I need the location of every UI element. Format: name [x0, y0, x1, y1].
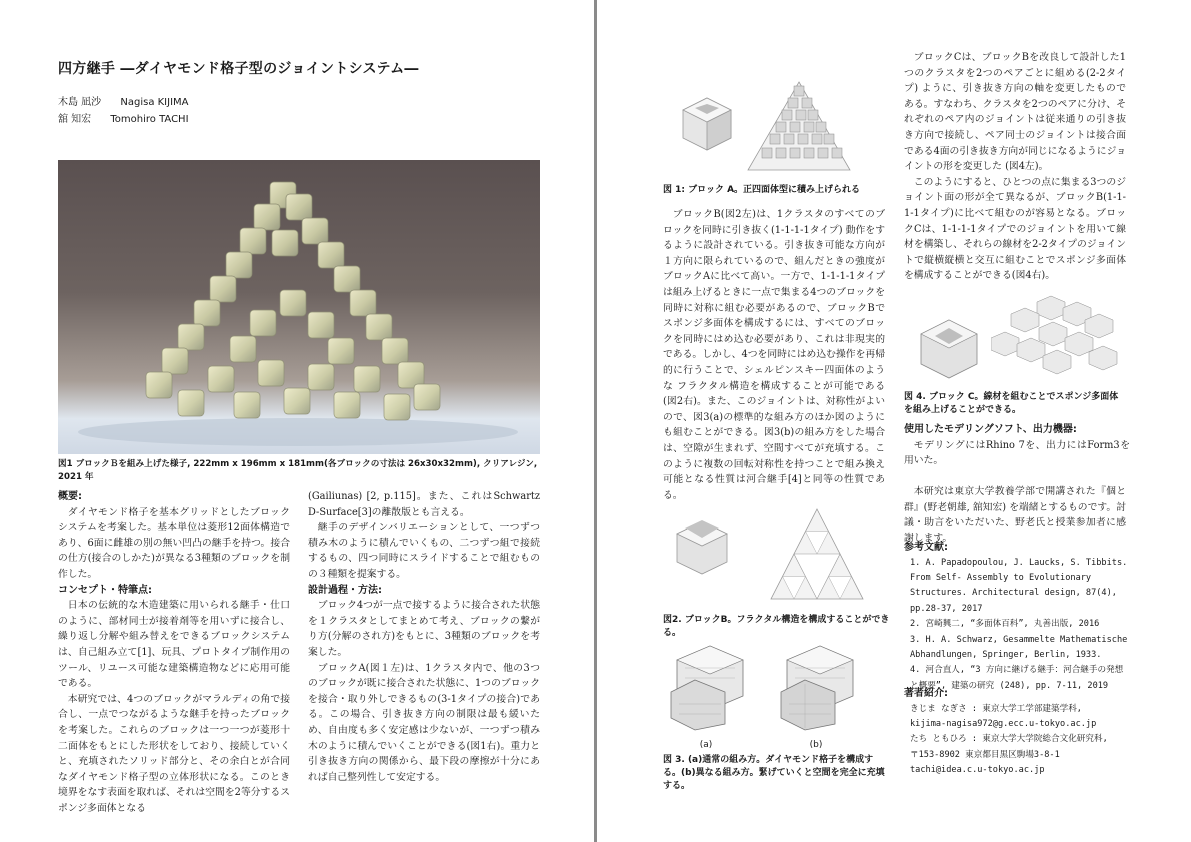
figure-3b-render [775, 640, 865, 732]
variation-paragraph: 継手のデザインバリエーションとして、一つずつ積み木のように積んでいくもの、二つずつ組で接続するもの、四つ同時にスライドすることで組むものの３種類を提案する。 [308, 522, 540, 580]
sponge-polyhedron-icon [991, 292, 1123, 384]
figure-1-photo [58, 160, 540, 454]
block-a-icon [677, 94, 737, 154]
figure-3b-label: (b) [809, 740, 823, 750]
block-a-single-render [677, 94, 737, 154]
figure-3a-label: (a) [699, 740, 713, 750]
figure-1-caption: 図1 ブロックＢを組み上げた様子, 222mm x 196mm x 181mm(各ブロックの寸法は 26x30x32mm), クリアレジン, 2021 年 [58, 459, 538, 482]
diamond-lattice-assembly-icon [665, 640, 755, 732]
author-2 [58, 110, 189, 125]
reference-item: 4. 河合直人, “3 方向に継げる継手：河合継手の発想と概要”, 建築の研究 (248), pp. 7-11, 2019 [910, 665, 1124, 691]
reference-item: 2. 宮崎興二, “多面体百科”, 丸善出版, 2016 [910, 619, 1100, 630]
heading-concept: コンセプト・特筆点: [58, 584, 152, 596]
right-column-2-body [904, 50, 1126, 284]
left-page [0, 0, 594, 842]
author-introduction-list [904, 702, 1130, 779]
sierpinski-tetrahedron-icon [767, 505, 867, 605]
block-b-single-render [673, 518, 731, 578]
acknowledgement-text: 本研究は東京大学教養学部で開講された『個と群』(野老朝雄, 舘知宏) を端緒とするものです。討議・助言をいただいた、野老氏と授業参加者に感謝します。 [904, 486, 1126, 544]
author-1 [58, 93, 189, 108]
block-c-single-render [917, 316, 981, 382]
acknowledgement-section [904, 484, 1126, 546]
software-text: モデリングにはRhino 7を、出力にはForm3を用いた。 [904, 439, 1130, 467]
tetrahedron-stack-icon [744, 78, 854, 176]
block-c-sponge-render [991, 292, 1123, 384]
concept-continuation: (Gailiunas) [2, p.115]。また、これはSchwartz D-Surface[3]の離散版とも言える。 [308, 491, 540, 518]
block-b-paragraph: ブロックB(図2左)は、1クラスタのすべてのブロックを同時に引き抜く(1-1-1-1タイプ) 動作をするように設計されている。引き抜き可能な方向が１方向に限られているので、組んだときの強度がブロックAに比べて高い。一方で、1-1-1-1タイプは組み上げるときに一点で集まる4つのブロックを同時に対称に組む必要があるので、ブロックBでスポンジ多面体を構成するには、すべてのブロックを同時にはめ込む必要があり、これは非現実的である。しかし、4つを同時にはめ込む操作を再帰的に行うことで、シェルピンスキー四面体のような フラクタル構造を構成することが可能である(図2右)。また、このジョイントは、対称性がよいので、図3(a)の標準的な組み方のほか図のようにも組むことができる。図3(b)の組み方をした場合は、空隙が生まれず、空間すべてが充填する。このように複数の回転対称性を持つことで組み換え可能となる性質は河合継手[4]と同等の性質である。 [663, 209, 885, 501]
author-introduction-section [904, 686, 1130, 779]
references-section [904, 540, 1130, 694]
author-intro-line: kijima-nagisa972@g.ecc.u-tokyo.ac.jp [910, 719, 1097, 729]
left-column-2 [308, 489, 540, 785]
figure-3-caption: 図 3. (a)通常の組み方。ダイヤモンド格子を構成する。(b)異なる組み方。緊げていくと空間を完全に充填する。 [663, 755, 885, 791]
process-paragraph-1: ブロック4つが一点で接するように接合された状態を１クラスタとしてまとめて考え、ブロックの繋がり方(分解のされ方)をもとに、3種類のブロックを考案した。 [308, 600, 540, 658]
heading-author-introduction: 著者紹介: [904, 688, 948, 699]
block-c-paragraph-1: ブロックCは、ブロックBを改良して設計した1つのクラスタを2つのペアごとに組める(2-2タイプ) ように、引き抜き方向の軸を変更したものである。すなわち、クラスタを2つのペアに分け、それぞれのペア内のジョイントは従来通りの引き抜き方向で接続し、ペア同士のジョイントは接合面である4面の引き抜き方向が同じになるようにジョイントの形を変更した (図4左)。 [904, 52, 1126, 173]
right-column-1-body [663, 207, 885, 503]
heading-process: 設計過程・方法: [308, 584, 382, 596]
figure-2-caption: 図2. ブロックB。フラクタル構造を構成することができる。 [663, 615, 890, 638]
figure-1-right-caption: 図 1: ブロック A。正四面体型に積み上げられる [663, 185, 861, 195]
author-2-name-en: Tomohiro TACHI [110, 114, 189, 125]
abstract-text: ダイヤモンド格子を基本グリッドとしたブロックシステムを考案した。基本単位は菱形12面体構造であり、6面に雌雄の別の無い凹凸の継手を持つ。接合の仕方(接合のしかた)が異なる3種類のブロックを制作した。 [58, 506, 290, 580]
software-section [904, 422, 1130, 469]
concept-paragraph-1: 日本の伝統的な木造建築に用いられる継手・仕口 のように、部材同士が接着剤等を用いずに接合し、繰り返し分解や組み替えをできるブロックシステムは、自己組み立て[1]、玩具、プロトタイプ制作用のツール、リユース可能な建築構造物などに応用可能である。 [58, 600, 290, 690]
reference-item: 3. H. A. Schwarz, Gesammelte Mathematische Abhandlungen, Springer, Berlin, 1933. [910, 634, 1128, 661]
author-intro-line: tachi@idea.c.u-tokyo.ac.jp [910, 765, 1045, 776]
block-b-icon [673, 518, 731, 578]
author-intro-line: 〒153-8902 東京都目黒区駒場3-8-1 [910, 749, 1060, 760]
figure-4-caption: 図 4. ブロック C。線材を組むことでスポンジ多面体を組み上げることができる。 [904, 392, 1119, 415]
sierpinski-block-sculpture [58, 160, 540, 454]
heading-abstract: 概要: [58, 491, 82, 502]
process-paragraph-2: ブロックA(図１左)は、1クラスタ内で、他の3つのブロックが既に接合された状態に、1つのブロックを接合・取り外しできるもの(3-1タイプの接合)である。この場合、引き抜き方向の制限は最も緩いため、自由度も多く安定感は少ないが、一つずつ積み木のように積んでいくことができる(図1右)。重力と引き抜き方向の関係から、最下段の摩擦が十分にあれば自己整列性して安定する。 [308, 662, 540, 783]
heading-software: 使用したモデリングソフト、出力機器: [904, 424, 1077, 435]
heading-references: 参考文献: [904, 542, 948, 553]
block-a-tetrahedron-render [744, 78, 854, 176]
author-intro-line: きじま なぎさ : 東京大学工学部建築学科, [910, 703, 1082, 714]
block-c-icon [917, 316, 981, 382]
left-column-1 [58, 489, 290, 816]
references-list [904, 556, 1130, 695]
reference-item: 1. A. Papadopoulou, J. Laucks, S. Tibbits. From Self- Assembly to Evolutionary Structures. Architectural design, 87(4), pp.28-37, 2017 [910, 557, 1128, 614]
block-b-fractal-render [767, 505, 867, 605]
author-1-name-en: Nagisa KIJIMA [120, 97, 189, 108]
right-page [597, 0, 1191, 842]
paper-title: 四方継手 ―ダイヤモンド格子型のジョイントシステム― [58, 61, 419, 77]
concept-paragraph-2: 本研究では、4つのブロックがマラルディの角で接合し、一点でつながるような継手を持ったブロックを考案した。これらのブロックは一つ一つが菱形十二面体をもとにした形状をしており、接続していくと、充填されたソリッド部分と、その余白とが合同なダイヤモンド格子型の立体形状になる。このとき境界をなす表面を取れば、それは空間を2等分するスポンジ多面体となる [58, 693, 290, 814]
author-1-name-ja: 木島 凪沙 [58, 97, 102, 108]
space-filling-assembly-icon [775, 640, 865, 732]
figure-3a-render [665, 640, 755, 732]
author-2-name-ja: 舘 知宏 [58, 114, 92, 125]
author-intro-line: たち ともひろ : 東京大学大学院総合文化研究科, [910, 734, 1108, 745]
block-c-paragraph-2: このようにすると、ひとつの点に集まる3つのジョイント面の形が全て異なるが、ブロックB(1-1-1-1タイプ)に比べて組むのが容易となる。ブロックCは、1-1-1-1タイプでのジョイントを用いて線材を構築し、それらの線材を2-2タイプのジョイントで縦横縦横と交互に組むことでスポンジ多面体を構成することができる(図4右)。 [904, 176, 1126, 282]
